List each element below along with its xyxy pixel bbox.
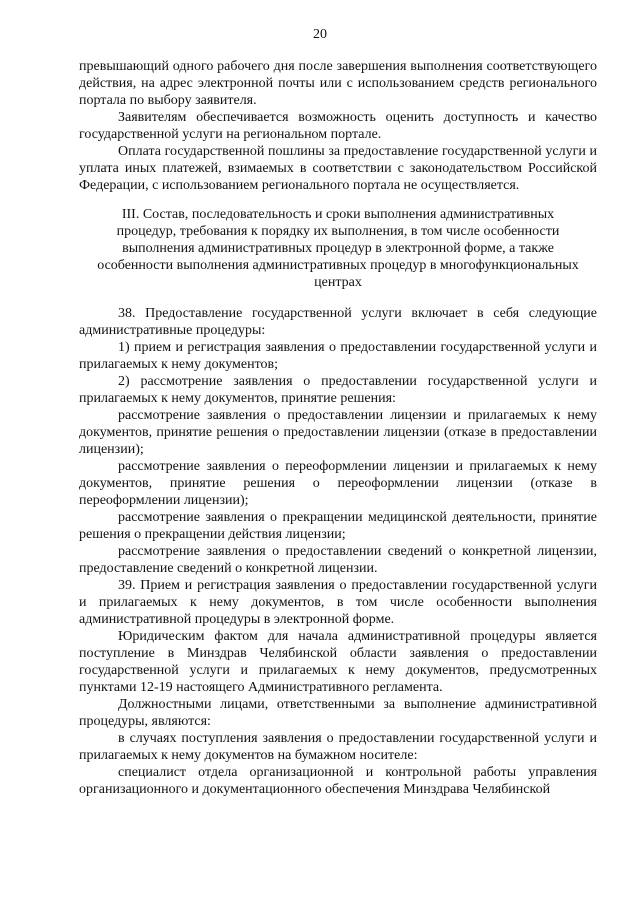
paragraph: специалист отдела организационной и контрольной работы управления организационного и документационного обеспечения Минздрава Челябинской [79, 765, 597, 797]
paragraph: рассмотрение заявления о предоставлении сведений о конкретной лицензии, предоставление сведений о конкретной лицензии. [79, 544, 597, 576]
paragraph: рассмотрение заявления о предоставлении лицензии и прилагаемых к нему документов, принятие решения о предоставлении лицензии (отказе в предоставлении лицензии); [79, 408, 597, 457]
document-body [79, 58, 597, 798]
paragraph: рассмотрение заявления о прекращении медицинской деятельности, принятие решения о прекращении действия лицензии; [79, 510, 597, 542]
paragraph: Заявителям обеспечивается возможность оценить доступность и качество государственной услуги на региональном портале. [79, 110, 597, 142]
page-number: 20 [313, 27, 327, 42]
section-heading: III. Состав, последовательность и сроки выполнения административных процедур, требования к порядку их выполнения, в том числе особенности выполнения административных процедур в электронной форме, а также особенности выполнения административных процедур в многофункциональных центрах [97, 207, 579, 290]
paragraph: Оплата государственной пошлины за предоставление государственной услуги и уплата иных платежей, взимаемых в соответствии с законодательством Российской Федерации, с использованием регионального портала не осуществляется. [79, 144, 597, 193]
paragraph: 2) рассмотрение заявления о предоставлении государственной услуги и прилагаемых к нему документов, принятие решения: [79, 374, 597, 406]
paragraph: превышающий одного рабочего дня после завершения выполнения соответствующего действия, на адрес электронной почты или с использованием средств регионального портала по выбору заявителя. [79, 59, 597, 108]
paragraph: 39. Прием и регистрация заявления о предоставлении государственной услуги и прилагаемых к нему документов, в том числе особенности выполнения административной процедуры в электронной форме. [79, 578, 597, 627]
paragraph: Должностными лицами, ответственными за выполнение административной процедуры, являются: [79, 697, 597, 729]
paragraph: Юридическим фактом для начала административной процедуры является поступление в Минздрав Челябинской области заявления о предоставлении государственной услуги и прилагаемых к нему документов, предусмотренных пунктами 12-19 настоящего Административного регламента. [79, 629, 597, 695]
paragraph: рассмотрение заявления о переоформлении лицензии и прилагаемых к нему документов, принятие решения о переоформлении лицензии (отказе в переоформлении лицензии); [79, 459, 597, 508]
paragraph: 1) прием и регистрация заявления о предоставлении государственной услуги и прилагаемых к нему документов; [79, 340, 597, 372]
paragraph: в случаях поступления заявления о предоставлении государственной услуги и прилагаемых к нему документов на бумажном носителе: [79, 731, 597, 763]
paragraph: 38. Предоставление государственной услуги включает в себя следующие административные процедуры: [79, 306, 597, 338]
